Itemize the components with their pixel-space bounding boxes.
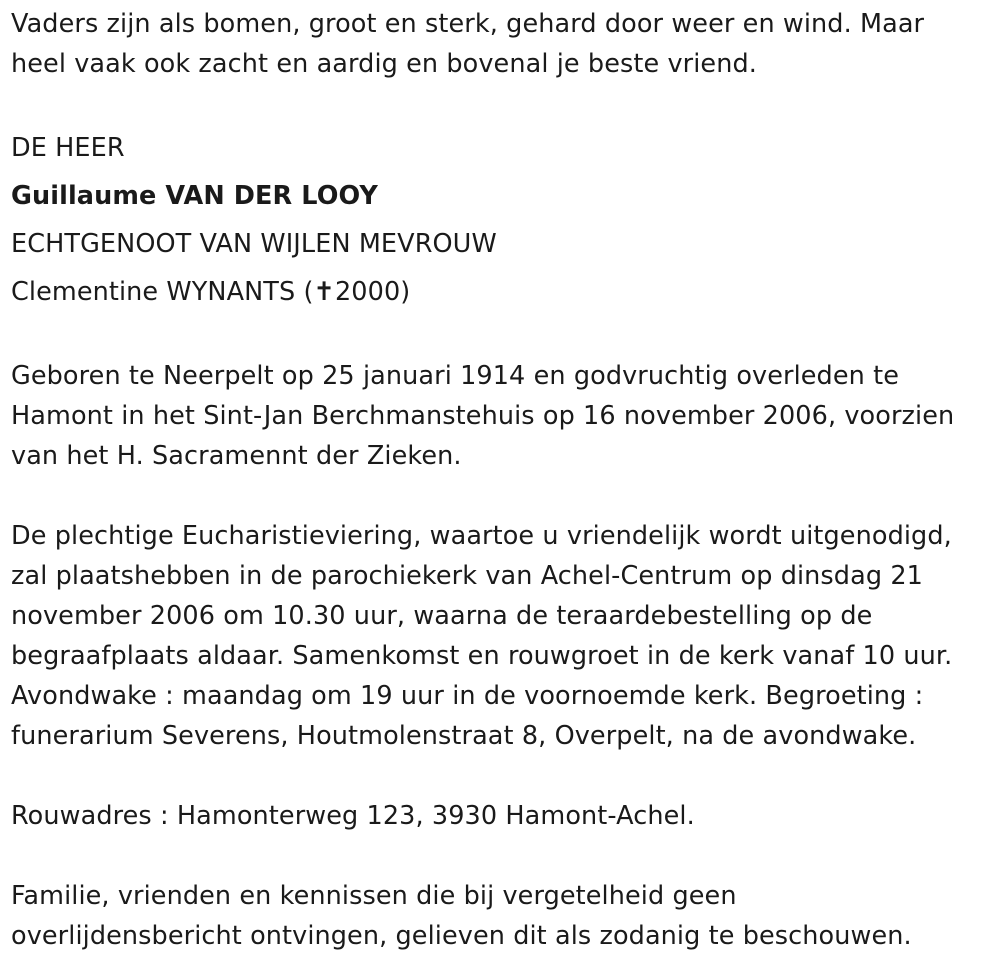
- spouse-name: Clementine WYNANTS (✝2000): [11, 277, 411, 307]
- paragraph-line: zal plaatshebben in de parochiekerk van Achel-Centrum op dinsdag 21: [11, 561, 923, 591]
- motto-line: heel vaak ook zacht en aardig en bovenal je beste vriend.: [11, 49, 757, 79]
- spacer: [11, 756, 993, 796]
- spacer: [11, 316, 993, 356]
- paragraph-line: Geboren te Neerpelt op 25 januari 1914 en godvruchtig overleden te: [11, 361, 899, 391]
- deceased-block: [11, 124, 993, 316]
- deceased-name: Guillaume VAN DER LOOY: [11, 181, 378, 211]
- paragraph-line: november 2006 om 10.30 uur, waarna de teraardebestelling op de: [11, 601, 873, 631]
- paragraph-line: begraafplaats aldaar. Samenkomst en rouwgroet in de kerk vanaf 10 uur.: [11, 641, 953, 671]
- spacer: [11, 84, 993, 124]
- paragraph-line: funerarium Severens, Houtmolenstraat 8, Overpelt, na de avondwake.: [11, 721, 917, 751]
- birth-death-paragraph: [11, 356, 993, 476]
- paragraph-line: De plechtige Eucharistieviering, waartoe u vriendelijk wordt uitgenodigd,: [11, 521, 952, 551]
- mourning-address: Rouwadres : Hamonterweg 123, 3930 Hamont-Achel.: [11, 801, 695, 831]
- motto: [11, 4, 993, 84]
- paragraph-line: overlijdensbericht ontvingen, gelieven dit als zodanig te beschouwen.: [11, 921, 912, 951]
- paragraph-line: Avondwake : maandag om 19 uur in de voornoemde kerk. Begroeting :: [11, 681, 924, 711]
- paragraph-line: van het H. Sacramennt der Zieken.: [11, 441, 462, 471]
- paragraph-line: Familie, vrienden en kennissen die bij vergetelheid geen: [11, 881, 737, 911]
- ceremony-paragraph: [11, 516, 993, 756]
- deceased-relation: ECHTGENOOT VAN WIJLEN MEVROUW: [11, 229, 497, 259]
- closing-paragraph: [11, 876, 993, 956]
- spacer: [11, 836, 993, 876]
- motto-line: Vaders zijn als bomen, groot en sterk, gehard door weer en wind. Maar: [11, 9, 925, 39]
- deceased-title: DE HEER: [11, 133, 125, 163]
- death-notice: [11, 4, 993, 956]
- spacer: [11, 476, 993, 516]
- paragraph-line: Hamont in het Sint-Jan Berchmanstehuis op 16 november 2006, voorzien: [11, 401, 955, 431]
